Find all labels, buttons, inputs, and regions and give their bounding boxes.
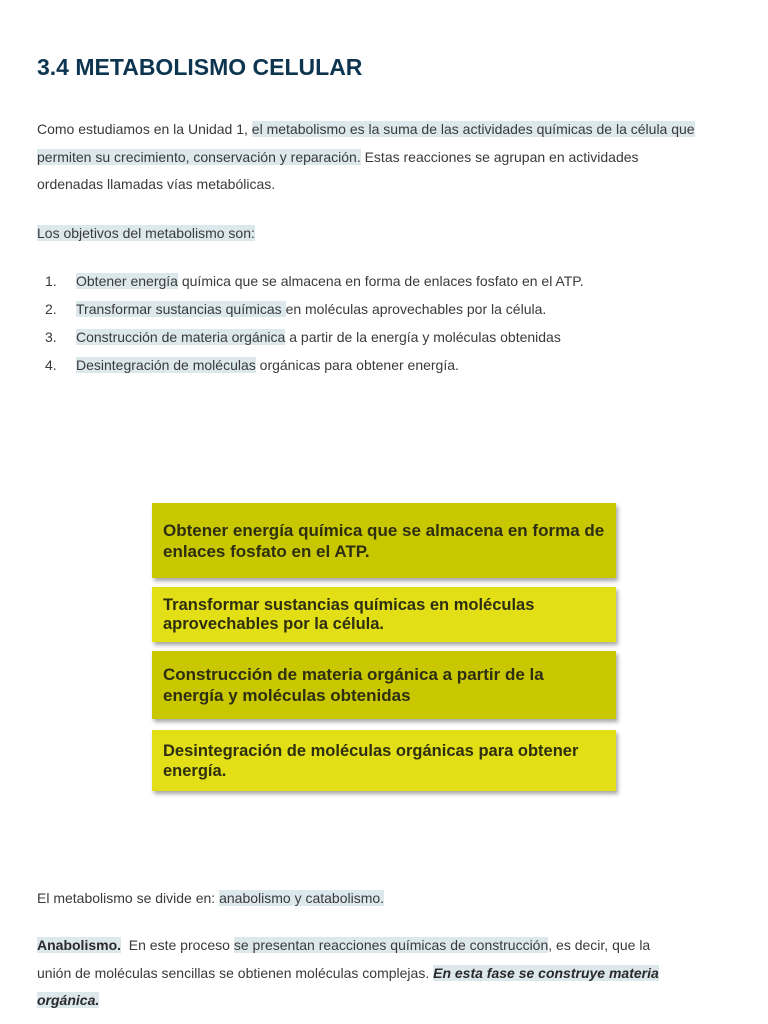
anabolism-paragraph — [37, 932, 682, 1015]
list-number: 4. — [45, 357, 57, 373]
list-item — [37, 267, 584, 295]
anabolism-highlight: se presentan reacciones químicas de construcción — [233, 937, 549, 953]
objective-card — [152, 730, 616, 791]
intro-paragraph — [37, 116, 697, 199]
objective-card — [152, 651, 616, 719]
page-title: 3.4 METABOLISMO CELULAR — [37, 54, 363, 80]
intro-text: Como estudiamos en la Unidad 1, — [37, 121, 252, 137]
division-highlight: anabolismo y catabolismo. — [219, 890, 385, 906]
objectives-heading-text: Los objetivos del metabolismo son: — [37, 225, 255, 241]
card-text: Desintegración de moléculas orgánicas para obtener energía. — [163, 741, 579, 780]
list-number: 2. — [45, 301, 57, 317]
card-text: Construcción de materia orgánica a partir de la energía y moléculas obtenidas — [163, 665, 544, 705]
division-paragraph — [37, 885, 697, 913]
list-text: en moléculas aprovechables por la célula. — [285, 301, 547, 317]
anabolism-text-mid: , es decir, que la unión de moléculas sencillas se obtienen moléculas complejas. — [37, 937, 651, 981]
anabolism-emphasis: En esta fase se construye materia orgánica. — [37, 964, 659, 1008]
card-text: Obtener energía química que se almacena en forma de enlaces fosfato en el ATP. — [163, 520, 605, 561]
list-highlight: Obtener energía — [76, 273, 178, 289]
list-highlight: Desintegración de moléculas — [76, 357, 256, 373]
list-text: química que se almacena en forma de enlaces fosfato en el ATP. — [177, 273, 584, 289]
list-text: orgánicas para obtener energía. — [255, 357, 459, 373]
list-item — [37, 323, 584, 351]
anabolism-label: Anabolismo. — [37, 937, 122, 953]
card-text: Transformar sustancias químicas en moléculas aprovechables por la célula. — [163, 595, 535, 633]
objectives-list — [37, 267, 584, 379]
intro-highlight: el metabolismo es la suma de las actividades químicas de la célula que permiten su crecimiento, conservación y reparación. — [37, 121, 695, 165]
anabolism-text: En este proceso — [121, 937, 234, 953]
list-item — [37, 351, 584, 379]
objective-card — [152, 503, 616, 578]
intro-text-end: Estas reacciones se agrupan en actividades ordenadas llamadas vías metabólicas. — [37, 148, 639, 192]
list-number: 3. — [45, 329, 57, 345]
objectives-heading — [37, 220, 697, 248]
list-item — [37, 295, 584, 323]
list-number: 1. — [45, 273, 57, 289]
objective-card — [152, 587, 616, 642]
list-highlight: Construcción de materia orgánica — [76, 329, 286, 345]
list-highlight: Transformar sustancias químicas — [76, 301, 286, 317]
list-text: a partir de la energía y moléculas obtenidas — [285, 329, 561, 345]
division-text: El metabolismo se divide en: — [37, 890, 220, 906]
